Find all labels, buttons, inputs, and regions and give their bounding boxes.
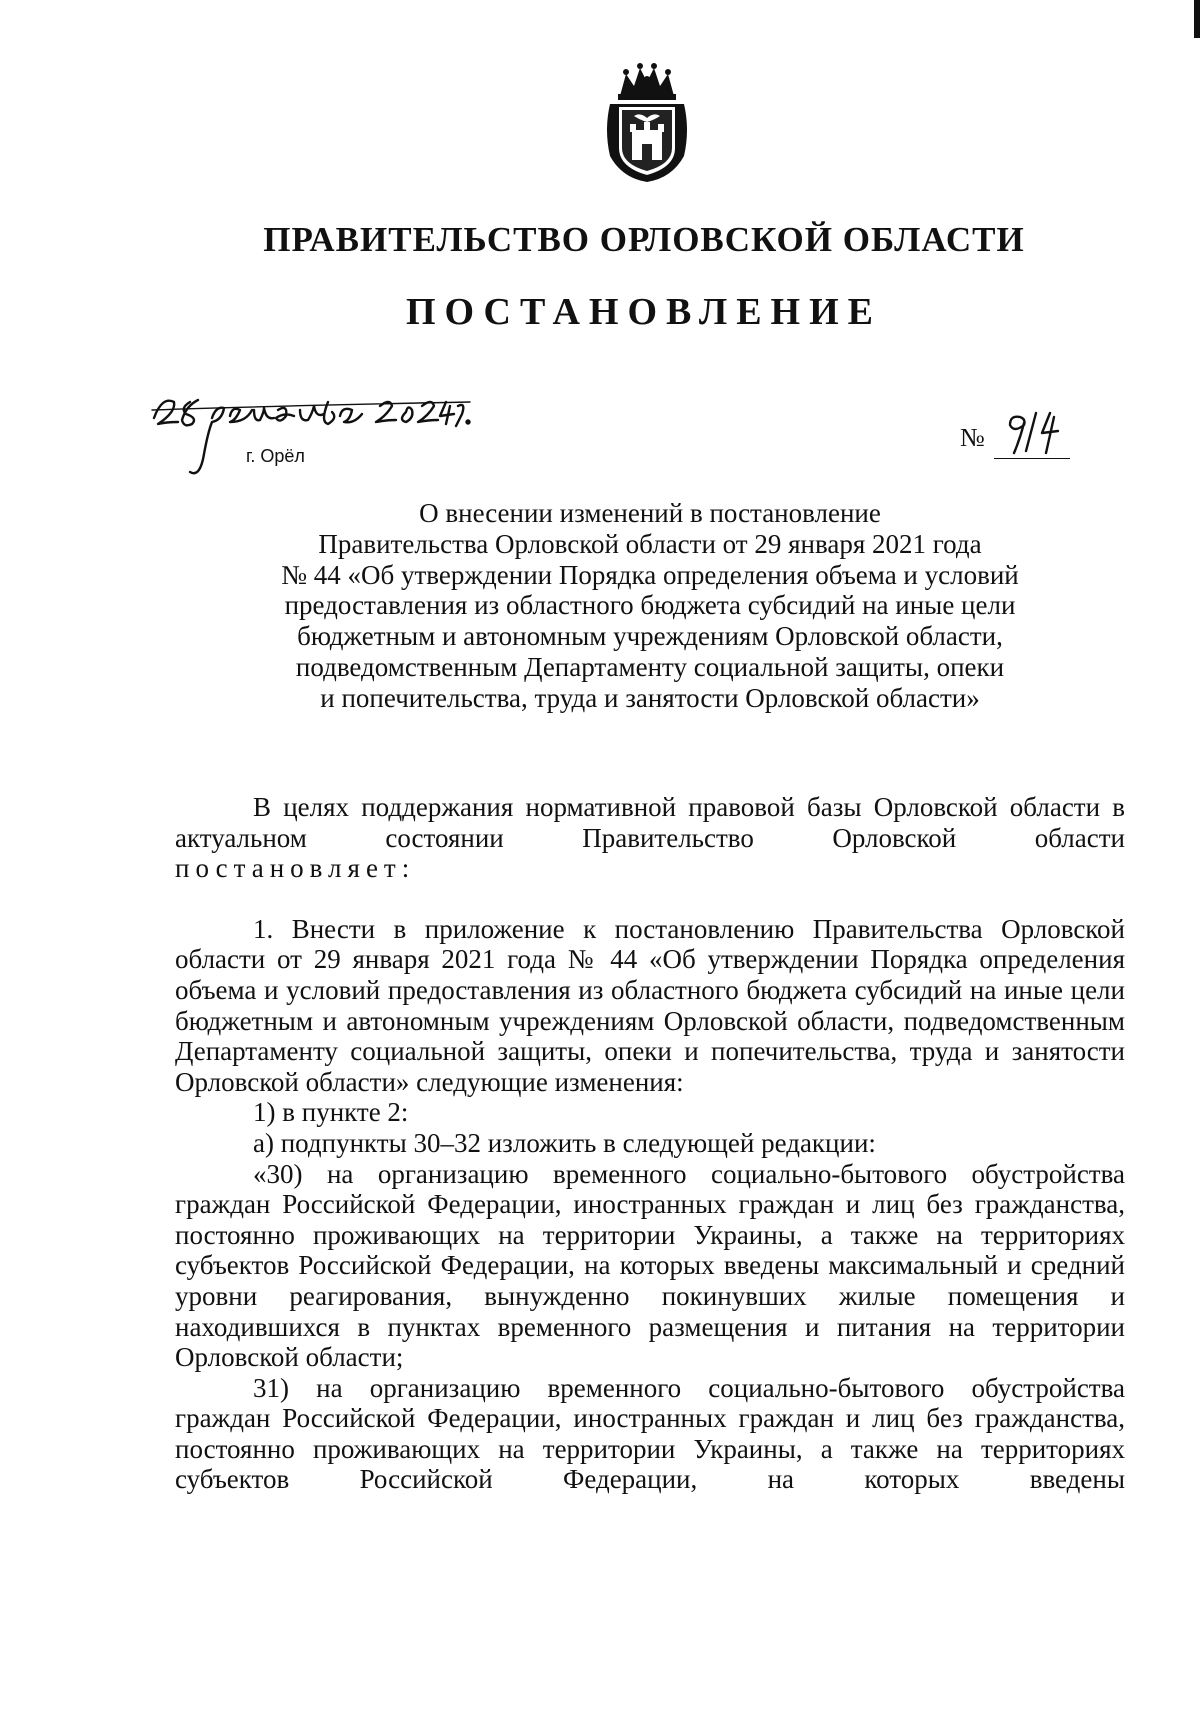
orel-region-coat-of-arms-icon (600, 60, 694, 184)
preamble-paragraph: В целях поддержания нормативной правовой базы Орловской области в актуальном состоянии Правительство Орловской области (175, 792, 1125, 853)
subpoint-30: «30) на организацию временного социально-бытового обустройства граждан Российской Федерации, иностранных граждан и лиц без гражданства, постоянно проживающих на территории Украины, а также на территориях субъектов Российской Федерации, на которых введены максимальный и средний уровни реагирования, вынужденно покинувших жилые помещения и находившихся в пунктах временного размещения и питания на территории Орловской области; (175, 1158, 1125, 1373)
subject-line: О внесении изменений в постановление (419, 498, 881, 528)
subject-line: № 44 «Об утверждении Порядка определения объема и условий (281, 559, 1019, 590)
subject-line: и попечительства, труда и занятости Орловской области» (320, 682, 980, 713)
subject-line: подведомственным Департаменту социальной защиты, опеки (295, 651, 1005, 682)
subitem-1: 1) в пункте 2: (253, 1097, 409, 1128)
subpoint-31: 31) на организацию временного социально-бытового обустройства граждан Российской Федерации, иностранных граждан и лиц без гражданства, постоянно проживающих на территории Украины, а также на территориях субъектов Российской Федерации, на которых введены (175, 1372, 1125, 1495)
subject-line: предоставления из областного бюджета субсидий на иные цели (284, 590, 1016, 621)
document-body (175, 792, 1125, 1495)
item-1-paragraph: 1. Внести в приложение к постановлению Правительства Орловской области от 29 января 2021 года № 44 «Об утверждении Порядка определения объема и условий предоставления из областного бюджета субсидий на иные цели бюджетным и автономным учреждениям Орловской области, подведомственным Департаменту социальной защиты, опеки и попечительства, труда и занятости Орловской области» следующие изменения: (175, 913, 1125, 1097)
document-kind-heading: ПОСТАНОВЛЕНИЕ (405, 291, 883, 333)
number-label: № (960, 423, 985, 452)
document-subject (230, 498, 1070, 714)
government-title: ПРАВИТЕЛЬСТВО ОРЛОВСКОЙ ОБЛАСТИ (263, 220, 1025, 259)
document-number (960, 415, 1120, 465)
city-label: г. Орёл (246, 446, 305, 466)
decree-word: постановляет: (175, 853, 416, 884)
subject-line: Правительства Орловской области от 29 января 2021 года (318, 528, 982, 559)
scan-edge-mark (1194, 0, 1200, 38)
subitem-a: а) подпункты 30–32 изложить в следующей редакции: (253, 1127, 876, 1158)
handwritten-date (150, 392, 520, 482)
subject-line: бюджетным и автономным учреждениям Орловской области, (297, 621, 1003, 652)
handwritten-number (1000, 405, 1070, 465)
